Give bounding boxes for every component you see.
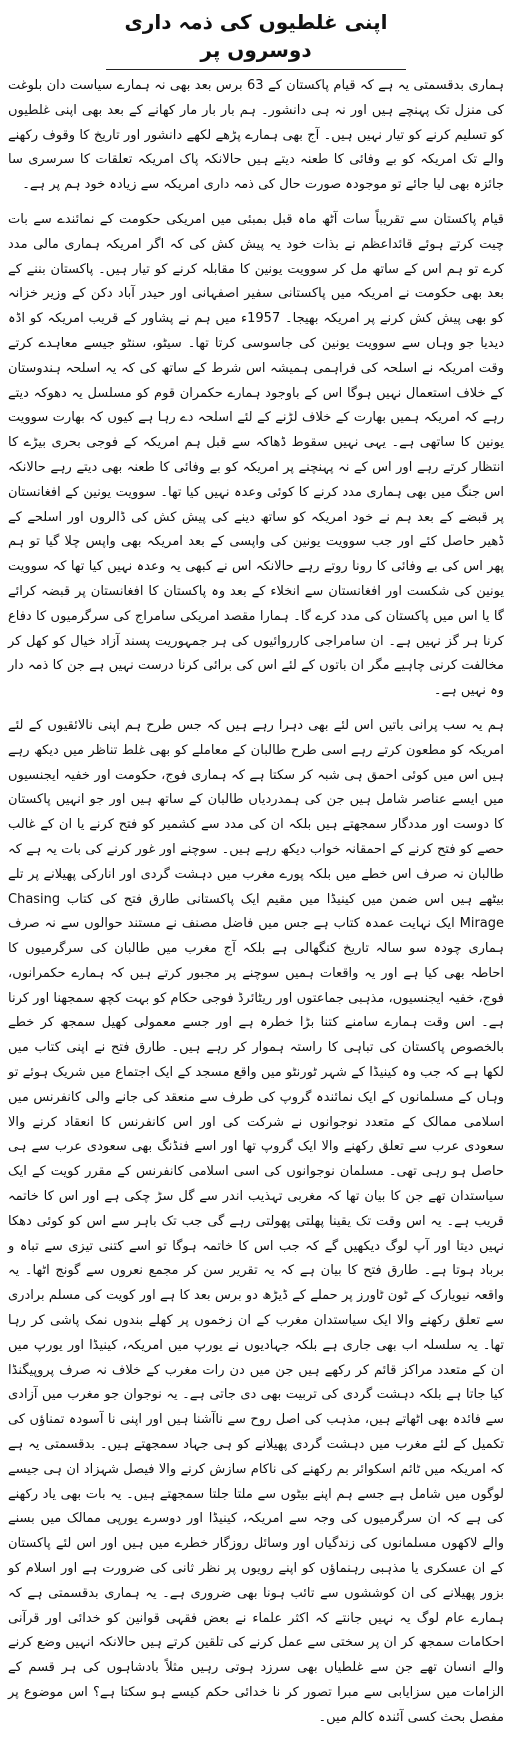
paragraph-3: ہم یہ سب پرانی باتیں اس لئے بھی دہرا رہے ہیں کہ جس طرح ہم اپنی نالائقیوں کے لئے امریکہ کو مطعون کرتے رہے اسی طرح طالبان کے معاملے کو بھی غلط تناظر میں دیکھ رہے ہیں اس میں کوئی احمق ہی شبہ کر سکتا ہے کہ ہماری فوج، حکومت اور خفیہ ایجنسیوں میں ایسے عناصر شامل ہیں جن کی ہمدردیاں طالبان کے ساتھ ہیں اور جو انہیں پاکستان کا دوست اور مددگار سمجھتے ہیں بلکہ ان کی مدد سے کشمیر کو فتح کرنے یا ان کے غالب حصے کو فتح کرنے کے احمقانہ خواب دیکھ رہے ہیں۔ سوچنے اور غور کرنے کی بات یہ ہے کہ طالبان نہ صرف اس خطے میں بلکہ پورے مغرب میں دہشت گردی اور انارکی پھیلانے پر تلے بیٹھے ہیں اس ضمن میں کینیڈا میں مقیم ایک پاکستانی طارق فتح کی کتاب Chasing Mirage ایک نہایت عمدہ کتاب ہے جس میں فاضل مصنف نے مستند حوالوں سے نہ صرف ہماری چودہ سو سالہ تاریخ کنگھالی ہے بلکہ آج مغرب میں طالبان کی سرگرمیوں کا احاطہ بھی کیا ہے اور یہ واقعات ہمیں سوچنے پر مجبور کرتے ہیں کہ ہمارے حکمرانوں، فوج، خفیہ ایجنسیوں، مذہبی جماعتوں اور ریٹائرڈ فوجی حکام کو بہت کچھ سمجھنا اور کرنا ہے۔ اس وقت ہمارے سامنے کتنا بڑا خطرہ ہے اور جسے معمولی کھیل سمجھ کر خطے بالخصوص پاکستان کی تباہی کا راستہ ہموار کر رہے ہیں۔ طارق فتح نے اپنی کتاب میں لکھا ہے کہ جب وہ کینیڈا کے شہر ٹورنٹو میں واقع مسجد کے ایک اجتماع میں شریک ہوئے تو وہاں کے مسلمانوں کے ایک نمائندہ گروپ کی طرف سے منعقد کی جانے والی کانفرنس میں اسلامی ممالک کے متعدد نوجوانوں نے شرکت کی اور اس کانفرنس کا انعقاد کرنے والا سعودی عرب سے تعلق رکھنے والا ایک گروپ تھا اور اسے فنڈنگ بھی سعودی عرب سے ہی حاصل ہو رہی تھی۔ مسلمان نوجوانوں کی اسی اسلامی کانفرنس کے مقرر کویت کے ایک سیاستدان تھے جن کا بیان تھا کہ مغربی تہذیب اندر سے گل سڑ چکی ہے اور اس کا خاتمہ قریب ہے۔ یہ اس وقت تک یقینا پھلتی پھولتی رہے گی جب تک باہر سے اس کو کوئی دھکا نہیں دیتا اور آپ لوگ دیکھیں گے کہ جب اس کا خاتمہ ہوگا تو اسے کتنی تیزی سے تباہ و برباد ہوتا ہے۔ طارق فتح کا بیان ہے کہ یہ تقریر سن کر مجمع نعروں سے گونج اٹھا۔ یہ واقعہ نیویارک کے ٹون ٹاورز پر حملے کے ڈیڑھ دو برس بعد کا ہے اور کویت کی مسلم برادری سے تعلق رکھنے والا ایک سیاستدان مغرب کے ان زخموں پر کھلے بندوں نمک پاشی کر رہا تھا۔ یہ سلسلہ اب بھی جاری ہے بلکہ جہادیوں نے یورپ میں امریکہ، کینیڈا اور یورپ میں ان کے متعدد مراکز قائم کر رکھے ہیں جن میں دن رات مغرب کے خلاف نہ صرف پروپیگنڈا کیا جاتا ہے بلکہ دہشت گردی کی تربیت بھی دی جاتی ہے۔ یہ نوجوان جو مغرب میں آزادی سے فائدہ بھی اٹھاتے ہیں، مذہب کی اصل روح سے ناآشنا ہیں اور اپنی نا آسودہ تمناؤں کی تکمیل کے لئے مغرب میں دہشت گردی پھیلانے کو ہی جہاد سمجھتے ہیں۔ بدقسمتی یہ ہے کہ امریکہ میں ٹائم اسکوائر بم رکھنے کی ناکام سازش کرنے والا فیصل شہزاد ان ہی جیسے لوگوں میں شامل ہے جسے ہم اپنے بیٹوں سے ملتا جلتا سمجھتے ہیں۔ یہ بات بھی یاد رکھنے کی ہے کہ ان سرگرمیوں کی وجہ سے امریکہ، کینیڈا اور دوسرے یورپی ممالک میں بسنے والے لاکھوں مسلمانوں کی زندگیاں اور وسائل روزگار خطرے میں ہیں اور اس لئے پاکستان کے ان عسکری یا مذہبی رہنماؤں کو اپنے رویوں پر نظر ثانی کی ضرورت ہے اور اسلام کو بزور پھیلانے کی ان کوششوں سے تائب ہونا بھی ضروری ہے۔ یہ ہماری بدقسمتی ہے کہ ہمارے عام لوگ یہ نہیں جانتے کہ اکثر علماء نے بعض فقہی قوانین کو خدائی اور قرآنی احکامات سمجھ کر ان پر سختی سے عمل کرنے کی تلقین کرتے ہیں حالانکہ انہیں وضع کرنے والے انسان تھے جن سے غلطیاں بھی سرزد ہوتی رہیں مثلاً بادشاہوں کی ہر قسم کے الزامات میں سزایابی سے مبرا تصور کر نا خدائی حکم کیسے ہو سکتا ہے؟ اس موضوع پر مفصل بحث کسی آئندہ کالم میں۔	[8, 717, 505, 1725]
paragraph-1: ہماری بدقسمتی یہ ہے کہ قیام پاکستان کے 63 برس بعد بھی نہ ہمارے سیاست دان بلوغت کی منزل تک پہنچے ہیں اور نہ ہی دانشور۔ ہم بار بار مار کھانے کے بعد بھی اپنی غلطیوں کو تسلیم کرنے کو تیار نہیں ہیں۔ آج بھی ہمارے پڑھے لکھے دانشور اور تاریخ کا وقوف رکھنے والے تک امریکہ کو بے وفائی کا طعنہ دیتے ہیں حالانکہ پاک امریکہ تعلقات کا سرسری سا جائزہ بھی لیا جائے تو موجودہ صورت حال کی ذمہ داری امریکہ سے زیادہ خود ہم پر ہے۔	[8, 78, 504, 193]
article-body	[8, 74, 504, 1731]
headline: اپنی غلطیوں کی ذمہ داری دوسروں پر	[124, 10, 388, 62]
paragraph-2: قیام پاکستان سے تقریباً سات آٹھ ماہ قبل بمبئی میں امریکی حکومت کے نمائندے سے بات چیت کرتے ہوئے قائداعظم نے بذات خود یہ پیش کش کی کہ اگر امریکہ ہماری مالی مدد کرے تو ہم اس کے ساتھ مل کر سوویت یونین کا مقابلہ کرنے کو تیار ہیں۔ پاکستان بننے کے بعد بھی حکومت نے امریکہ میں پاکستانی سفیر اصفہانی اور حیدر آباد دکن کے وزیر خزانہ کو بھی پیش کش کرنے پر امریکہ بھیجا۔ 1957ء میں ہم نے پشاور کے قریب امریکہ کو اڈہ دیدیا جو وہاں سے سوویت یونین کی جاسوسی کرتا تھا۔ سیٹو، سنٹو جیسے معاہدے کرتے وقت امریکہ نے اسلحہ کی فراہمی ہمیشہ اس شرط کے ساتھ کی کہ یہ اسلحہ ہندوستان کے خلاف استعمال نہیں ہوگا اس کے باوجود ہمارے حکمران قوم کو مسلسل یہ دھوکہ دیتے رہے کہ امریکہ ہمیں بھارت کے خلاف لڑنے کے لئے اسلحہ دے رہا ہے کیوں کہ بھارت سوویت یونین کا ساتھی ہے۔ یہی نہیں سقوط ڈھاکہ سے قبل ہم امریکہ کے فوجی بحری بیڑے کا انتظار کرتے رہے اور اس کے نہ پہنچنے پر امریکہ کو بے وفائی کا طعنہ بھی دیتے رہے حالانکہ اس جنگ میں بھی ہماری مدد کرنے کا کوئی وعدہ نہیں کیا تھا۔ سوویت یونین کے افغانستان پر قبضے کے بعد ہم نے خود امریکہ کو ساتھ دینے کی پیش کش کی ڈالروں اور اسلحے کے ڈھیر حاصل کئے اور جب سوویت یونین کی واپسی کے بعد امریکہ بھی واپس چلا گیا تو ہم پھر اس کی بے وفائی کا رونا روتے رہے حالانکہ اس نے کبھی یہ وعدہ نہیں کیا تھا کہ سوویت یونین کی شکست اور افغانستان سے انخلاء کے بعد وہ پاکستان کا افغانستان پر قبضہ کرائے گا یا اس میں پاکستان کی مدد کرے گا۔ ہمارا مقصد امریکی سامراج کی سرگرمیوں کا دفاع کرنا ہر گز نہیں ہے۔ ان سامراجی کارروائیوں کی ہر جمہوریت پسند آزاد خیال کو کھل کر مخالفت کرنی چاہیے مگر ان باتوں کے لئے اس کی برائی کرنا درست نہیں ہے جن کا ذمہ دار وہ نہیں ہے۔	[8, 211, 505, 699]
headline-box	[106, 8, 406, 70]
